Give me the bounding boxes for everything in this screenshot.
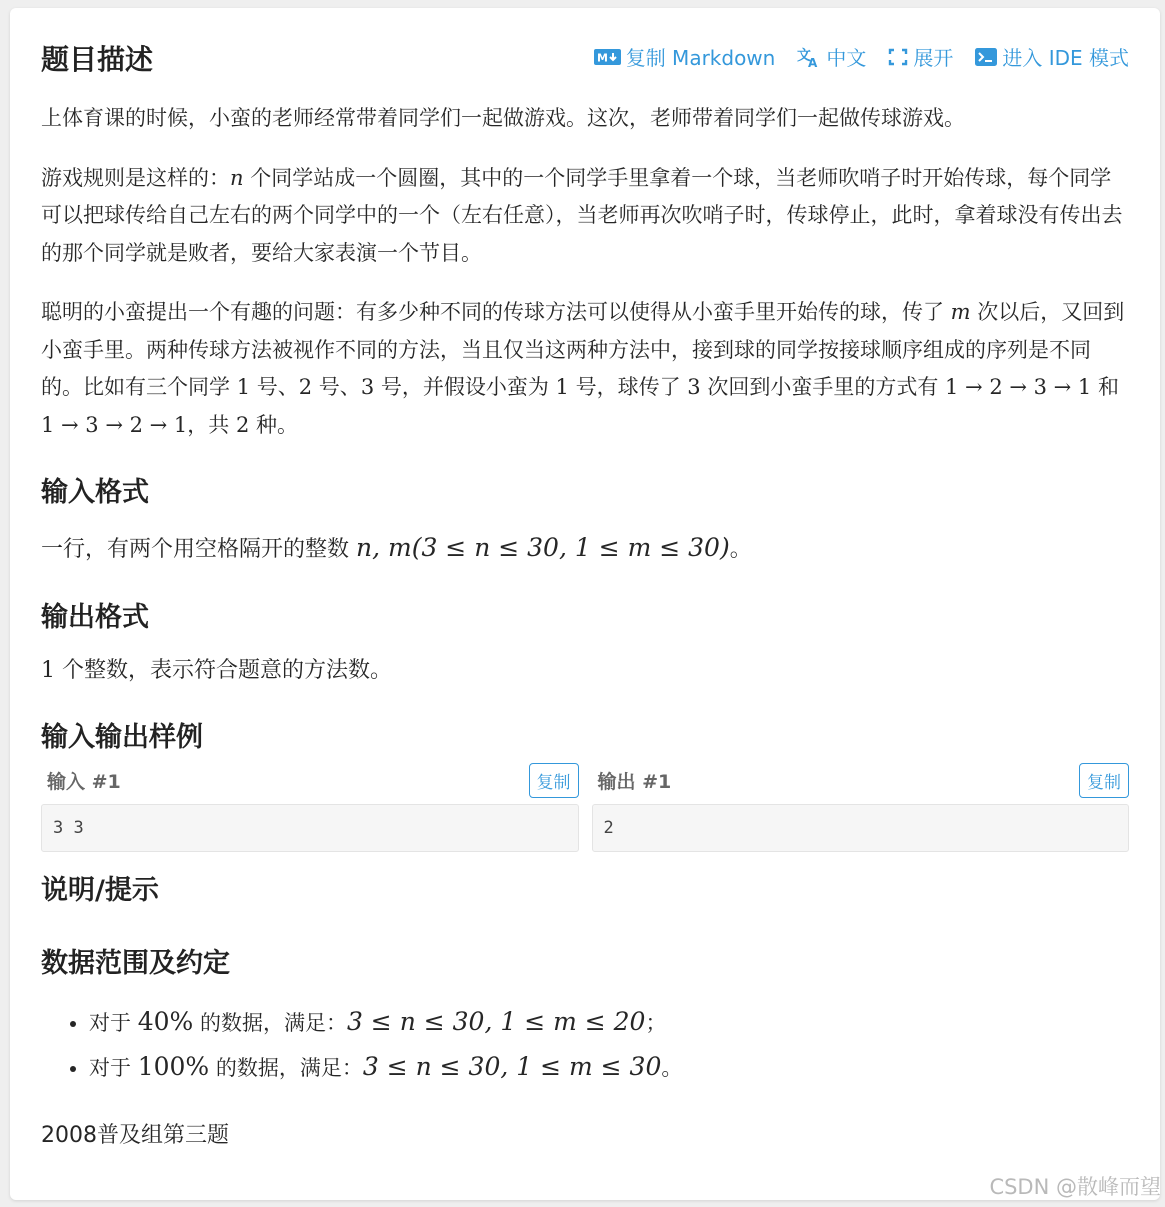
copy-input-button[interactable]: 复制 <box>529 763 579 798</box>
constraint-list <box>41 1000 1129 1090</box>
math-constraint: 3 ≤ n ≤ 30, 1 ≤ m ≤ 20 <box>346 1007 646 1036</box>
text-span: ，共 <box>187 412 236 437</box>
text-span: 的数据，满足： <box>209 1056 363 1080</box>
text-span: 一行，有两个用空格隔开的整数 <box>41 537 356 562</box>
description-paragraph-1: 上体育课的时候，小蛮的老师经常带着同学们一起做游戏。这次，老师带着同学们一起做传球游戏。 <box>41 106 965 130</box>
text-span: 的数据，满足： <box>193 1011 347 1035</box>
text-span: 种。 <box>249 412 299 437</box>
math-var-m: m <box>950 300 971 324</box>
samples-title: 输入输出样例 <box>41 722 203 753</box>
ide-mode-button[interactable] <box>975 42 1129 71</box>
page-title: 题目描述 <box>41 43 154 76</box>
text-span: 游戏规则是这样的： <box>41 165 230 190</box>
toolbar <box>594 42 1129 71</box>
text-span: 号，并假设小蛮为 <box>374 375 556 399</box>
math-number: 1 <box>555 375 569 399</box>
description <box>41 100 1129 444</box>
sample-input <box>41 762 579 852</box>
markdown-icon <box>594 49 621 65</box>
input-format-title: 输入格式 <box>41 477 149 508</box>
math-constraint: n, m(3 ≤ n ≤ 30, 1 ≤ m ≤ 30) <box>356 533 730 562</box>
expand-icon <box>888 48 908 66</box>
math-number: 3 <box>360 375 375 399</box>
expand-label: 展开 <box>913 46 954 70</box>
text-span: 次回到小蛮手里的方式有 <box>700 375 946 399</box>
math-constraint: 3 ≤ n ≤ 30, 1 ≤ m ≤ 30 <box>362 1052 662 1081</box>
problem-source: 2008普及组第三题 <box>41 1123 229 1148</box>
problem-card <box>10 8 1160 1200</box>
math-number: 2 <box>235 412 250 437</box>
math-number: 1 <box>41 657 55 683</box>
math-number: 3 <box>687 375 701 399</box>
samples <box>41 762 1129 852</box>
math-number: 1 <box>236 375 251 399</box>
hints-title: 说明/提示 <box>41 875 159 906</box>
text-span: 号，球传了 <box>568 375 688 399</box>
text-span: 。 <box>661 1056 683 1080</box>
header <box>41 8 1129 76</box>
terminal-icon <box>975 48 997 66</box>
text-span: 聪明的小蛮提出一个有趣的问题：有多少种不同的传球方法可以使得从小蛮手里开始传的球，传了 <box>41 300 951 324</box>
text-span: 对于 <box>89 1056 138 1080</box>
description-paragraph-3 <box>41 294 1129 444</box>
text-span: 和 <box>1091 375 1119 399</box>
sample-input-title: 输入 #1 <box>47 770 121 793</box>
ide-mode-label: 进入 IDE 模式 <box>1002 46 1129 70</box>
text-span: 个整数，表示符合题意的方法数。 <box>55 657 392 683</box>
sample-output-header <box>592 762 1130 798</box>
language-button[interactable] <box>797 42 866 71</box>
text-span: ； <box>645 1011 667 1035</box>
text-span: 号、 <box>250 375 299 399</box>
math-sequence: 1 → 2 → 3 → 1 <box>945 375 1092 399</box>
input-format-text <box>41 529 1129 569</box>
math-percent: 40% <box>137 1007 194 1036</box>
text-span: 。 <box>729 537 752 562</box>
math-number: 2 <box>298 375 313 399</box>
sample-output <box>592 762 1130 852</box>
math-percent: 100% <box>137 1052 210 1081</box>
copy-markdown-button[interactable] <box>594 42 776 71</box>
data-range-title: 数据范围及约定 <box>41 948 230 979</box>
sample-output-title: 输出 #1 <box>597 770 672 793</box>
svg-text:A: A <box>808 55 818 68</box>
sample-output-box: 2 <box>592 804 1130 852</box>
list-item <box>89 1045 1129 1090</box>
text-span: 号、 <box>312 375 361 399</box>
text-span: 个同学站成一个圆圈，其中的一个同学手里拿着一个球，当老师吹哨子时开始传球，每个同学可以把球传给自己左右的两个同学中的一个（左右任意），当老师再次吹哨子时，传球停止，此时，拿着球没有传出去的那个同学就是败者，要给大家表演一个节目。 <box>41 165 1123 265</box>
text-span: 次以后，又回到小蛮手里。两种传球方法被视作不同的方法，当且仅当这两种方法中，接到球的同学按接球顺序组成的序列是不同的。比如有三个同学 <box>41 300 1125 399</box>
output-format-title: 输出格式 <box>41 601 149 633</box>
list-item <box>89 1000 1129 1045</box>
sample-input-header <box>41 762 579 798</box>
description-paragraph-2 <box>41 160 1129 273</box>
svg-text:M: M <box>596 51 608 64</box>
output-format-text <box>41 652 1129 690</box>
translate-icon <box>797 46 821 68</box>
copy-markdown-label: 复制 Markdown <box>625 46 776 70</box>
watermark: CSDN @散峰而望 <box>989 1175 1161 1199</box>
copy-output-button[interactable]: 复制 <box>1079 763 1129 798</box>
math-var-n: n <box>230 165 244 190</box>
expand-button[interactable] <box>888 42 953 71</box>
text-span: 对于 <box>89 1011 138 1035</box>
sample-input-box: 3 3 <box>41 804 579 852</box>
math-sequence: 1 → 3 → 2 → 1 <box>41 412 188 437</box>
svg-text:文: 文 <box>797 47 812 64</box>
language-label: 中文 <box>826 46 867 70</box>
